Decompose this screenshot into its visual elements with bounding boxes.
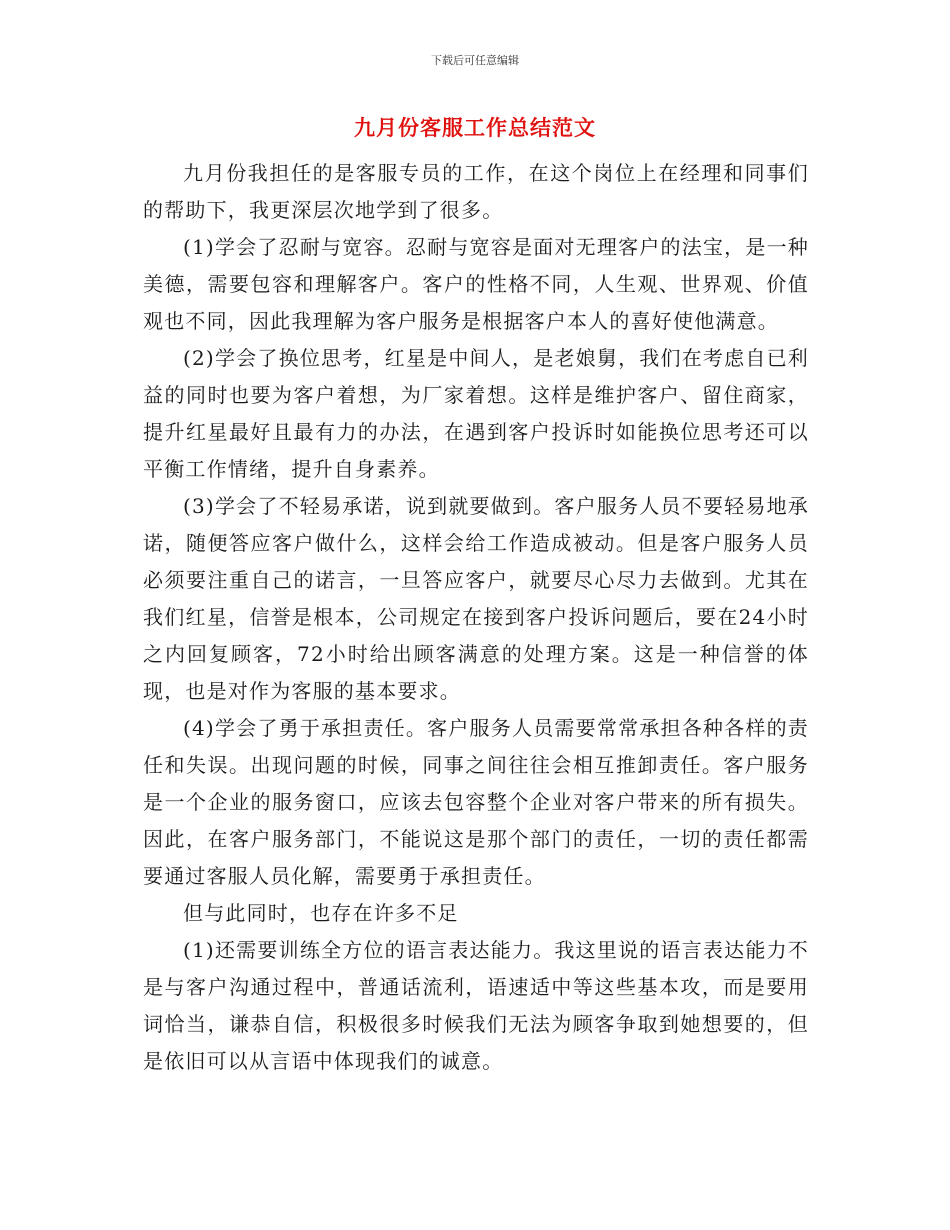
header-note: 下载后可任意编辑 [431, 54, 519, 67]
paragraph-shortcomings-intro: 但与此同时，也存在许多不足 [183, 901, 459, 925]
document-title: 九月份客服工作总结范文 [354, 115, 596, 140]
paragraph-point-1: (1)学会了忍耐与宽容。忍耐与宽容是面对无理客户的法宝，是一种美德，需要包容和理解客户。客户的性格不同，人生观、世界观、价值观也不同，因此我理解为客户服务是根据客户本人的喜好使他满意。 [143, 235, 809, 333]
paragraph-intro: 九月份我担任的是客服专员的工作，在这个岗位上在经理和同事们的帮助下，我更深层次地学到了很多。 [143, 161, 809, 222]
paragraph-point-4: (4)学会了勇于承担责任。客户服务人员需要常常承担各种各样的责任和失误。出现问题的时候，同事之间往往会相互推卸责任。客户服务是一个企业的服务窗口，应该去包容整个企业对客户带来的所有损失。因此，在客户服务部门，不能说这是那个部门的责任，一切的责任都需要通过客服人员化解，需要勇于承担责任。 [143, 716, 809, 888]
paragraph-point-3: (3)学会了不轻易承诺，说到就要做到。客户服务人员不要轻易地承诺，随便答应客户做什么，这样会给工作造成被动。但是客户服务人员必须要注重自己的诺言，一旦答应客户，就要尽心尽力去做到。尤其在我们红星，信誉是根本，公司规定在接到客户投诉问题后，要在24小时之内回复顾客，72小时给出顾客满意的处理方案。这是一种信誉的体现，也是对作为客服的基本要求。 [143, 494, 809, 703]
paragraph-shortcoming-1: (1)还需要训练全方位的语言表达能力。我这里说的语言表达能力不是与客户沟通过程中，普通话流利，语速适中等这些基本攻，而是要用词恰当，谦恭自信，积极很多时候我们无法为顾客争取到她想要的，但是依旧可以从言语中体现我们的诚意。 [143, 938, 809, 1073]
paragraph-point-2: (2)学会了换位思考，红星是中间人，是老娘舅，我们在考虑自已利益的同时也要为客户着想，为厂家着想。这样是维护客户、留住商家，提升红星最好且最有力的办法，在遇到客户投诉时如能换位思考还可以平衡工作情绪，提升自身素养。 [143, 346, 809, 481]
document-body [143, 155, 809, 1080]
